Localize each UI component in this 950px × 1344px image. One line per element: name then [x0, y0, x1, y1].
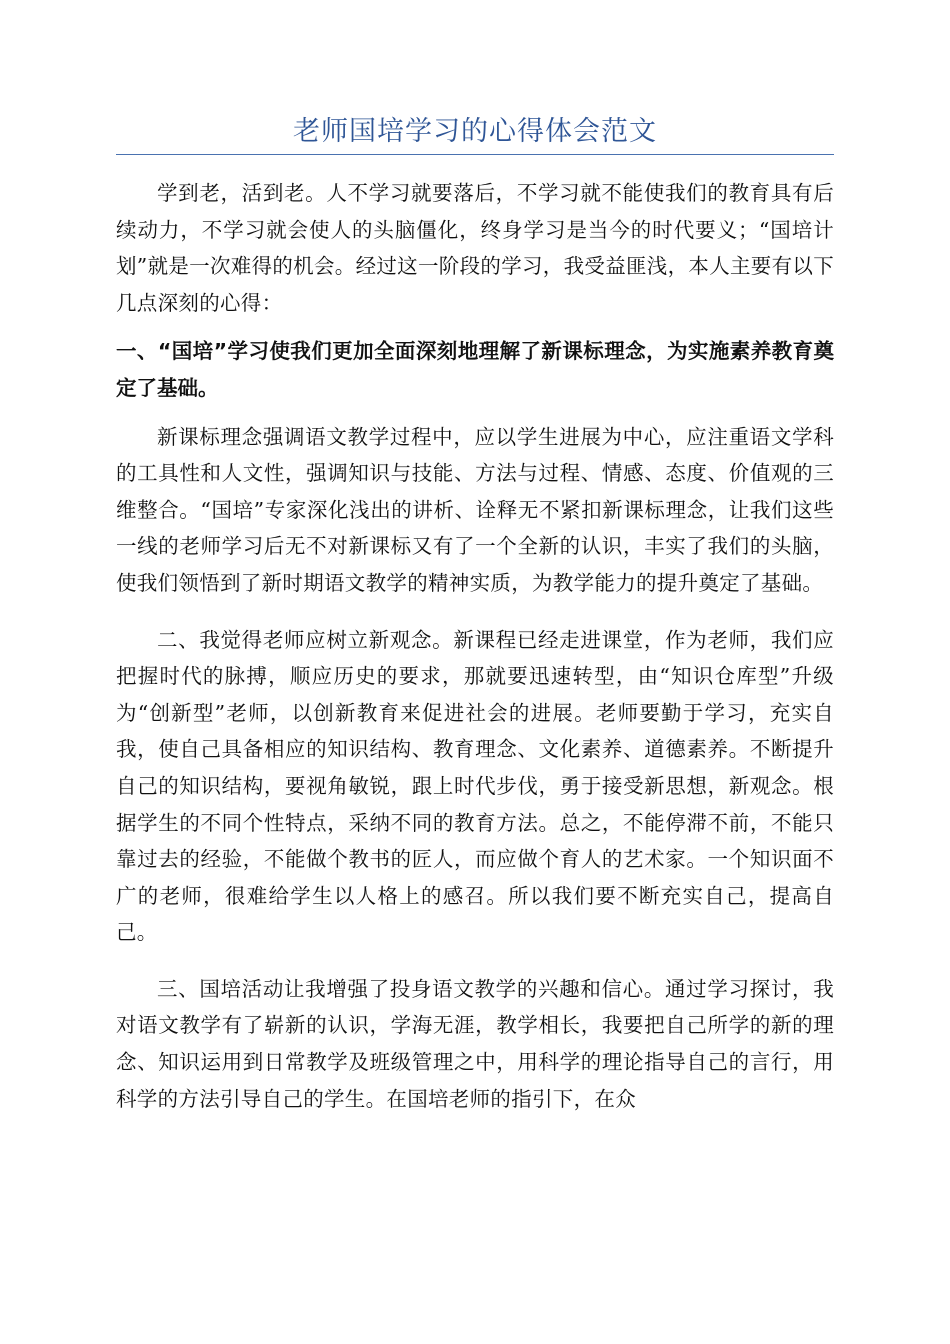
body-paragraph-1: 新课标理念强调语文教学过程中，应以学生进展为中心，应注重语文学科的工具性和人文性，强调知识与技能、方法与过程、情感、态度、价值观的三维整合。“国培”专家深化浅出的讲析、诠释无不紧扣新课标理念，让我们这些一线的老师学习后无不对新课标又有了一个全新的认识，丰实了我们的头脑，使我们领悟到了新时期语文教学的精神实质，为教学能力的提升奠定了基础。 [116, 424, 834, 595]
intro-paragraph: 学到老，活到老。人不学习就要落后，不学习就不能使我们的教育具有后续动力，不学习就会使人的头脑僵化，终身学习是当今的时代要义；“国培计划”就是一次难得的机会。经过这一阶段的学习，我受益匪浅，本人主要有以下几点深刻的心得： [116, 181, 834, 315]
body-paragraph-3: 三、国培活动让我增强了投身语文教学的兴趣和信心。通过学习探讨，我对语文教学有了崭新的认识，学海无涯，教学相长，我要把自己所学的新的理念、知识运用到日常教学及班级管理之中，用科学的理论指导自己的言行，用科学的方法引导自己的学生。在国培老师的指引下，在众 [116, 976, 834, 1111]
title-underline [116, 154, 834, 155]
paragraph-spacer [116, 951, 834, 971]
body-paragraph-2: 二、我觉得老师应树立新观念。新课程已经走进课堂，作为老师，我们应把握时代的脉搏，顺应历史的要求，那就要迅速转型，由“知识仓库型”升级为“创新型”老师，以创新教育来促进社会的进展。老师要勤于学习，充实自我，使自己具备相应的知识结构、教育理念、文化素养、道德素养。不断提升自己的知识结构，要视角敏锐，跟上时代步伐，勇于接受新思想，新观念。根据学生的不同个性特点，采纳不同的教育方法。总之，不能停滞不前，不能只靠过去的经验，不能做个教书的匠人，而应做个育人的艺术家。一个知识面不广的老师，很难给学生以人格上的感召。所以我们要不断充实自己，提高自己。 [116, 627, 834, 945]
section-heading-1: 一、“国培”学习使我们更加全面深刻地理解了新课标理念，为实施素养教育奠定了基础。 [116, 339, 834, 400]
document-title: 老师国培学习的心得体会范文 [293, 116, 657, 147]
paragraph-spacer [116, 602, 834, 622]
document-page [116, 112, 834, 1117]
